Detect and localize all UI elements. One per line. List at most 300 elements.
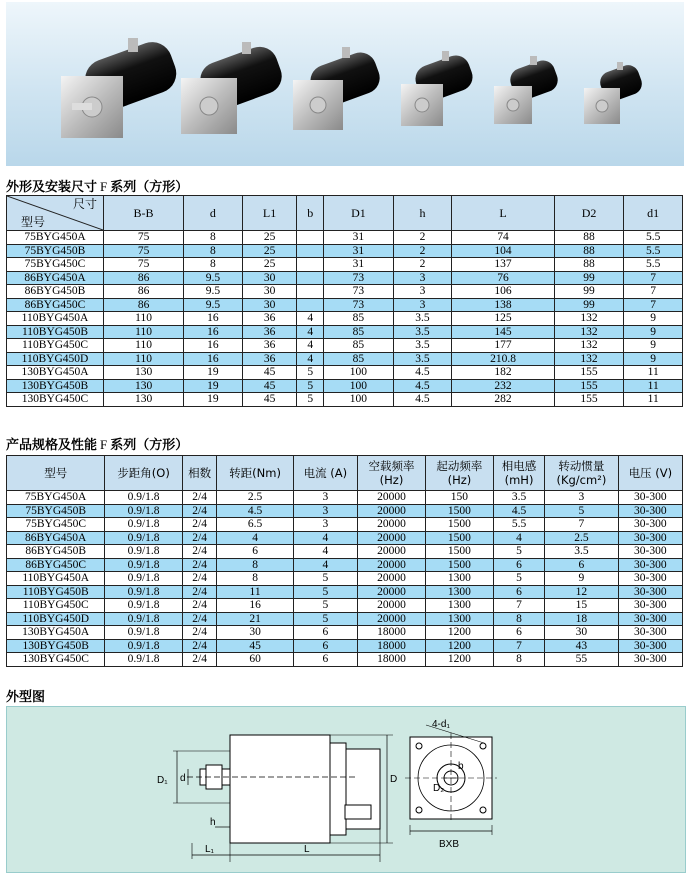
outline-drawing bbox=[6, 706, 686, 873]
model-cell: 86BYG450A bbox=[7, 271, 104, 285]
table-cell: 2/4 bbox=[182, 612, 217, 626]
table-cell: 11 bbox=[624, 379, 683, 393]
model-cell: 86BYG450C bbox=[7, 558, 105, 572]
model-cell: 110BYG450C bbox=[7, 599, 105, 613]
table-cell: 45 bbox=[242, 379, 297, 393]
table-cell: 5 bbox=[493, 572, 544, 586]
table-cell: 100 bbox=[324, 379, 394, 393]
table-cell: 1300 bbox=[425, 585, 493, 599]
table-cell: 2 bbox=[393, 258, 452, 272]
table-cell: 1300 bbox=[425, 599, 493, 613]
motor-photo-1 bbox=[61, 36, 182, 138]
table-cell: 16 bbox=[184, 352, 243, 366]
table-row bbox=[7, 352, 683, 366]
table-cell: 30 bbox=[217, 626, 293, 640]
table-cell: 36 bbox=[242, 352, 297, 366]
table-cell: 4.5 bbox=[393, 366, 452, 380]
table-cell: 177 bbox=[452, 339, 554, 353]
table-cell: 43 bbox=[545, 639, 618, 653]
table-cell: 210.8 bbox=[452, 352, 554, 366]
model-cell: 110BYG450D bbox=[7, 612, 105, 626]
table-row bbox=[7, 612, 683, 626]
table-cell: 3.5 bbox=[393, 312, 452, 326]
model-cell: 110BYG450A bbox=[7, 572, 105, 586]
table-cell: 5.5 bbox=[624, 244, 683, 258]
table-cell: 6 bbox=[493, 626, 544, 640]
table-cell: 110 bbox=[104, 312, 184, 326]
table-cell: 75 bbox=[104, 231, 184, 245]
table-cell: 0.9/1.8 bbox=[105, 653, 182, 667]
table-cell: 30-300 bbox=[618, 491, 682, 505]
table-cell: 73 bbox=[324, 298, 394, 312]
model-cell: 130BYG450C bbox=[7, 393, 104, 407]
table-cell: 3 bbox=[293, 491, 357, 505]
table-cell: 9.5 bbox=[184, 298, 243, 312]
table-cell: 86 bbox=[104, 285, 184, 299]
table-cell: 0.9/1.8 bbox=[105, 626, 182, 640]
table-cell: 125 bbox=[452, 312, 554, 326]
table-cell: 4.5 bbox=[393, 393, 452, 407]
table-cell: 4 bbox=[293, 531, 357, 545]
table-cell: 31 bbox=[324, 244, 394, 258]
table-cell: 3.5 bbox=[393, 352, 452, 366]
label-d1: D₁ bbox=[157, 775, 168, 786]
table-row bbox=[7, 312, 683, 326]
table-row bbox=[7, 504, 683, 518]
table-cell: 19 bbox=[184, 393, 243, 407]
table-row bbox=[7, 653, 683, 667]
model-cell: 86BYG450C bbox=[7, 298, 104, 312]
table-cell: 2/4 bbox=[182, 626, 217, 640]
table-cell: 3.5 bbox=[393, 325, 452, 339]
table-cell: 8 bbox=[184, 244, 243, 258]
table-cell: 110 bbox=[104, 339, 184, 353]
perf-header: 转动惯量 (Kg/cm²) bbox=[545, 456, 618, 491]
table-cell: 16 bbox=[184, 312, 243, 326]
table-cell: 2/4 bbox=[182, 504, 217, 518]
table-cell: 8 bbox=[184, 231, 243, 245]
table-cell: 2/4 bbox=[182, 531, 217, 545]
table-cell: 45 bbox=[242, 393, 297, 407]
table-cell: 9.5 bbox=[184, 271, 243, 285]
table-cell: 130 bbox=[104, 366, 184, 380]
table-cell: 2 bbox=[393, 244, 452, 258]
motor-photos bbox=[6, 2, 684, 166]
table-cell: 9 bbox=[624, 312, 683, 326]
table-row bbox=[7, 572, 683, 586]
table-cell: 0.9/1.8 bbox=[105, 545, 182, 559]
model-cell: 75BYG450C bbox=[7, 258, 104, 272]
table-cell: 30-300 bbox=[618, 572, 682, 586]
table-cell: 99 bbox=[554, 271, 624, 285]
dims-header: D2 bbox=[554, 196, 624, 231]
model-cell: 75BYG450A bbox=[7, 231, 104, 245]
table-row bbox=[7, 379, 683, 393]
table-cell: 132 bbox=[554, 339, 624, 353]
motor-photo-6 bbox=[584, 62, 645, 124]
table-cell: 31 bbox=[324, 258, 394, 272]
table-row bbox=[7, 366, 683, 380]
table-cell: 19 bbox=[184, 366, 243, 380]
table-cell: 88 bbox=[554, 244, 624, 258]
table-cell: 8 bbox=[493, 653, 544, 667]
table-cell: 6 bbox=[493, 585, 544, 599]
table-cell: 21 bbox=[217, 612, 293, 626]
table-cell: 5.5 bbox=[493, 518, 544, 532]
table-cell: 7 bbox=[624, 298, 683, 312]
table-cell: 9.5 bbox=[184, 285, 243, 299]
table-cell: 36 bbox=[242, 312, 297, 326]
table-row bbox=[7, 626, 683, 640]
table-cell: 0.9/1.8 bbox=[105, 639, 182, 653]
table-row bbox=[7, 325, 683, 339]
table-cell: 85 bbox=[324, 325, 394, 339]
table-cell: 5 bbox=[297, 366, 324, 380]
dims-header: L1 bbox=[242, 196, 297, 231]
table-row bbox=[7, 531, 683, 545]
table-cell: 85 bbox=[324, 339, 394, 353]
perf-header: 相数 bbox=[182, 456, 217, 491]
table-cell: 11 bbox=[624, 393, 683, 407]
perf-header-row bbox=[7, 456, 683, 491]
table-row bbox=[7, 285, 683, 299]
label-l: L bbox=[304, 844, 310, 855]
table-cell: 6 bbox=[293, 639, 357, 653]
table-row bbox=[7, 518, 683, 532]
table-cell: 31 bbox=[324, 231, 394, 245]
table-cell: 5.5 bbox=[624, 231, 683, 245]
table-cell: 5 bbox=[493, 545, 544, 559]
table-cell: 3 bbox=[393, 285, 452, 299]
table-cell: 20000 bbox=[358, 545, 426, 559]
table-cell: 36 bbox=[242, 325, 297, 339]
table-cell: 0.9/1.8 bbox=[105, 599, 182, 613]
label-b: b bbox=[458, 761, 464, 772]
dims-header: h bbox=[393, 196, 452, 231]
table-cell: 60 bbox=[217, 653, 293, 667]
dims-header: b bbox=[297, 196, 324, 231]
table-cell: 25 bbox=[242, 258, 297, 272]
label-D2: D₂ bbox=[433, 783, 445, 794]
table-cell: 7 bbox=[545, 518, 618, 532]
table-cell: 75 bbox=[104, 244, 184, 258]
table-cell: 9 bbox=[624, 339, 683, 353]
label-l1: L₁ bbox=[205, 844, 214, 855]
table-cell: 11 bbox=[624, 366, 683, 380]
table-cell: 6 bbox=[293, 626, 357, 640]
model-cell: 130BYG450A bbox=[7, 626, 105, 640]
table-cell: 30 bbox=[242, 285, 297, 299]
table-cell: 6 bbox=[217, 545, 293, 559]
table-cell: 15 bbox=[545, 599, 618, 613]
table-cell: 0.9/1.8 bbox=[105, 585, 182, 599]
table-cell: 99 bbox=[554, 298, 624, 312]
label-bxb: BXB bbox=[439, 839, 460, 850]
model-cell: 130BYG450A bbox=[7, 366, 104, 380]
table-cell: 4 bbox=[297, 325, 324, 339]
motor-photo-5 bbox=[494, 56, 561, 124]
table-cell: 110 bbox=[104, 352, 184, 366]
dims-header: d1 bbox=[624, 196, 683, 231]
table-cell: 100 bbox=[324, 393, 394, 407]
perf-header: 电流 (A) bbox=[293, 456, 357, 491]
dims-header: D1 bbox=[324, 196, 394, 231]
table-cell bbox=[297, 298, 324, 312]
label-d: d bbox=[180, 773, 186, 784]
table-cell bbox=[297, 258, 324, 272]
table-cell: 18000 bbox=[358, 653, 426, 667]
model-cell: 86BYG450B bbox=[7, 285, 104, 299]
table-cell: 155 bbox=[554, 366, 624, 380]
table-cell: 3 bbox=[393, 271, 452, 285]
model-cell: 86BYG450A bbox=[7, 531, 105, 545]
model-cell: 110BYG450D bbox=[7, 352, 104, 366]
table-cell: 282 bbox=[452, 393, 554, 407]
table-cell: 88 bbox=[554, 231, 624, 245]
label-h: h bbox=[210, 817, 216, 828]
table-cell: 20000 bbox=[358, 572, 426, 586]
table-cell: 11 bbox=[217, 585, 293, 599]
table-cell: 30-300 bbox=[618, 504, 682, 518]
table-cell: 0.9/1.8 bbox=[105, 491, 182, 505]
table-cell: 132 bbox=[554, 325, 624, 339]
table-cell: 2/4 bbox=[182, 572, 217, 586]
perf-header: 起动频率 (Hz) bbox=[425, 456, 493, 491]
table-cell: 30-300 bbox=[618, 585, 682, 599]
table-cell bbox=[297, 271, 324, 285]
table-cell: 12 bbox=[545, 585, 618, 599]
side-view bbox=[173, 735, 393, 862]
table-cell: 2/4 bbox=[182, 585, 217, 599]
table-cell: 3.5 bbox=[493, 491, 544, 505]
model-cell: 75BYG450A bbox=[7, 491, 105, 505]
table-cell: 137 bbox=[452, 258, 554, 272]
table-cell: 5 bbox=[293, 585, 357, 599]
table-cell: 30-300 bbox=[618, 626, 682, 640]
table-row bbox=[7, 231, 683, 245]
dims-corner-header: 尺寸 型号 bbox=[7, 196, 104, 231]
perf-header: 转距(Nm) bbox=[217, 456, 293, 491]
model-cell: 110BYG450A bbox=[7, 312, 104, 326]
table-cell: 155 bbox=[554, 393, 624, 407]
table-cell: 2/4 bbox=[182, 639, 217, 653]
table-cell: 5.5 bbox=[624, 258, 683, 272]
table-cell: 104 bbox=[452, 244, 554, 258]
table-cell: 76 bbox=[452, 271, 554, 285]
table-cell: 7 bbox=[624, 271, 683, 285]
table-row bbox=[7, 339, 683, 353]
table-cell: 6 bbox=[493, 558, 544, 572]
table-cell: 9 bbox=[545, 572, 618, 586]
table-cell: 4 bbox=[293, 558, 357, 572]
table-cell: 16 bbox=[217, 599, 293, 613]
table-cell: 1500 bbox=[425, 518, 493, 532]
table-cell: 18 bbox=[545, 612, 618, 626]
table-row bbox=[7, 639, 683, 653]
model-cell: 130BYG450C bbox=[7, 653, 105, 667]
table-cell: 6 bbox=[545, 558, 618, 572]
table-cell: 18000 bbox=[358, 639, 426, 653]
table-row bbox=[7, 258, 683, 272]
table-cell: 20000 bbox=[358, 558, 426, 572]
table-cell: 2/4 bbox=[182, 558, 217, 572]
table-cell: 4 bbox=[217, 531, 293, 545]
table-cell: 16 bbox=[184, 339, 243, 353]
table-cell: 25 bbox=[242, 244, 297, 258]
perf-header: 型号 bbox=[7, 456, 105, 491]
table-cell: 8 bbox=[217, 558, 293, 572]
table-cell: 232 bbox=[452, 379, 554, 393]
table-cell: 3 bbox=[293, 518, 357, 532]
perf-header: 空载频率 (Hz) bbox=[358, 456, 426, 491]
model-cell: 110BYG450C bbox=[7, 339, 104, 353]
table-cell: 0.9/1.8 bbox=[105, 558, 182, 572]
table-cell: 7 bbox=[493, 639, 544, 653]
table-cell: 5 bbox=[297, 379, 324, 393]
table-row bbox=[7, 298, 683, 312]
table-cell: 2/4 bbox=[182, 653, 217, 667]
table-cell: 5 bbox=[293, 572, 357, 586]
table-cell: 1500 bbox=[425, 558, 493, 572]
table-row bbox=[7, 558, 683, 572]
model-cell: 75BYG450B bbox=[7, 504, 105, 518]
table-row bbox=[7, 585, 683, 599]
table-cell: 30 bbox=[242, 298, 297, 312]
table-cell: 30-300 bbox=[618, 653, 682, 667]
front-view bbox=[405, 725, 497, 835]
table-cell: 9 bbox=[624, 352, 683, 366]
table-cell: 0.9/1.8 bbox=[105, 572, 182, 586]
motor-photo-4 bbox=[401, 51, 476, 126]
table-cell: 100 bbox=[324, 366, 394, 380]
table-cell: 132 bbox=[554, 352, 624, 366]
dims-header: L bbox=[452, 196, 554, 231]
table-cell: 1200 bbox=[425, 639, 493, 653]
table-cell: 4.5 bbox=[493, 504, 544, 518]
table-cell: 2 bbox=[393, 231, 452, 245]
dims-table bbox=[6, 195, 683, 407]
table-cell: 4 bbox=[293, 545, 357, 559]
table-cell: 110 bbox=[104, 325, 184, 339]
table-cell: 5 bbox=[545, 504, 618, 518]
table-cell: 30 bbox=[545, 626, 618, 640]
table-cell: 30-300 bbox=[618, 639, 682, 653]
table-cell: 1500 bbox=[425, 531, 493, 545]
table-row bbox=[7, 599, 683, 613]
table-cell: 138 bbox=[452, 298, 554, 312]
table-cell: 4 bbox=[297, 339, 324, 353]
table-cell: 8 bbox=[493, 612, 544, 626]
table-cell: 30-300 bbox=[618, 558, 682, 572]
table-cell: 106 bbox=[452, 285, 554, 299]
perf-header: 电压 (V) bbox=[618, 456, 682, 491]
table-cell: 99 bbox=[554, 285, 624, 299]
table-cell: 8 bbox=[184, 258, 243, 272]
table-cell: 20000 bbox=[358, 504, 426, 518]
table-cell: 88 bbox=[554, 258, 624, 272]
table-cell: 132 bbox=[554, 312, 624, 326]
dims-section-title: 外形及安装尺寸 F 系列（方形） bbox=[6, 179, 189, 195]
table-cell: 30-300 bbox=[618, 518, 682, 532]
motor-photo-2 bbox=[181, 42, 287, 134]
table-cell: 7 bbox=[493, 599, 544, 613]
table-cell: 16 bbox=[184, 325, 243, 339]
table-cell: 6.5 bbox=[217, 518, 293, 532]
model-cell: 75BYG450C bbox=[7, 518, 105, 532]
table-cell: 145 bbox=[452, 325, 554, 339]
table-cell: 45 bbox=[242, 366, 297, 380]
table-cell bbox=[297, 231, 324, 245]
table-cell: 5 bbox=[297, 393, 324, 407]
table-cell: 2/4 bbox=[182, 545, 217, 559]
table-cell: 2/4 bbox=[182, 491, 217, 505]
table-cell: 74 bbox=[452, 231, 554, 245]
model-cell: 130BYG450B bbox=[7, 379, 104, 393]
table-cell: 3.5 bbox=[393, 339, 452, 353]
table-cell: 86 bbox=[104, 271, 184, 285]
table-cell: 4 bbox=[297, 352, 324, 366]
table-cell: 6 bbox=[293, 653, 357, 667]
table-cell: 1500 bbox=[425, 545, 493, 559]
table-row bbox=[7, 545, 683, 559]
drawing-section-title: 外型图 bbox=[6, 690, 46, 705]
table-cell: 30-300 bbox=[618, 545, 682, 559]
table-cell: 5 bbox=[293, 612, 357, 626]
table-cell: 5 bbox=[293, 599, 357, 613]
table-cell: 1300 bbox=[425, 612, 493, 626]
table-cell: 73 bbox=[324, 271, 394, 285]
table-cell: 4 bbox=[493, 531, 544, 545]
table-cell: 3 bbox=[545, 491, 618, 505]
table-cell: 1500 bbox=[425, 504, 493, 518]
table-cell: 1200 bbox=[425, 653, 493, 667]
perf-table-body bbox=[7, 491, 683, 667]
perf-header: 相电感 (mH) bbox=[493, 456, 544, 491]
model-cell: 110BYG450B bbox=[7, 325, 104, 339]
table-cell: 25 bbox=[242, 231, 297, 245]
dims-header: d bbox=[184, 196, 243, 231]
table-cell: 30-300 bbox=[618, 599, 682, 613]
table-cell: 7 bbox=[624, 285, 683, 299]
table-cell: 1200 bbox=[425, 626, 493, 640]
table-cell: 130 bbox=[104, 393, 184, 407]
table-cell: 9 bbox=[624, 325, 683, 339]
table-cell: 182 bbox=[452, 366, 554, 380]
model-cell: 130BYG450B bbox=[7, 639, 105, 653]
table-cell: 3.5 bbox=[545, 545, 618, 559]
model-cell: 110BYG450B bbox=[7, 585, 105, 599]
table-row bbox=[7, 491, 683, 505]
table-cell bbox=[297, 244, 324, 258]
table-cell: 2.5 bbox=[545, 531, 618, 545]
table-cell: 130 bbox=[104, 379, 184, 393]
table-row bbox=[7, 271, 683, 285]
table-cell: 30 bbox=[242, 271, 297, 285]
motor-photo-3 bbox=[293, 47, 384, 130]
table-cell: 3 bbox=[293, 504, 357, 518]
perf-header: 步距角(O) bbox=[105, 456, 182, 491]
table-cell bbox=[297, 285, 324, 299]
table-row bbox=[7, 244, 683, 258]
table-row bbox=[7, 393, 683, 407]
table-cell: 85 bbox=[324, 352, 394, 366]
table-cell: 150 bbox=[425, 491, 493, 505]
table-cell: 20000 bbox=[358, 599, 426, 613]
table-cell: 20000 bbox=[358, 491, 426, 505]
table-cell: 4.5 bbox=[217, 504, 293, 518]
table-cell: 3 bbox=[393, 298, 452, 312]
product-photo-banner bbox=[6, 2, 684, 166]
